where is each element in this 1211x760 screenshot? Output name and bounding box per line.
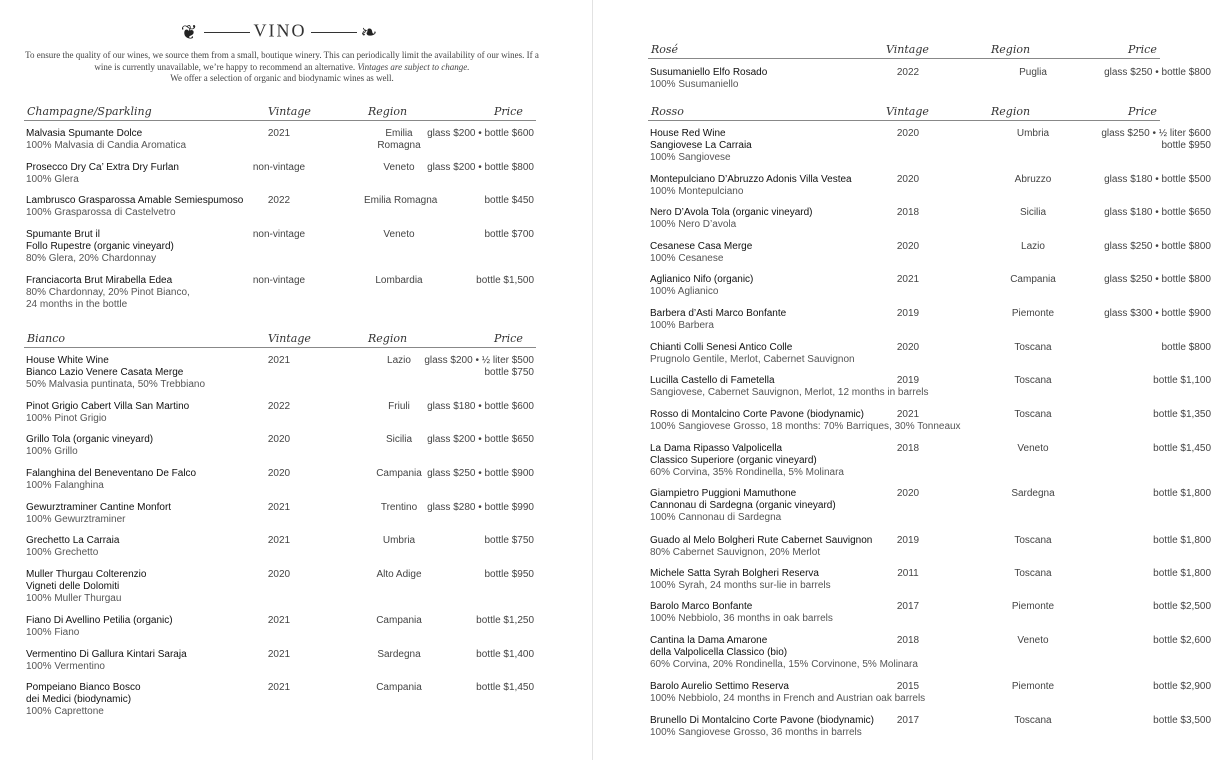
wine-region-line: Sicilia <box>385 434 413 445</box>
wine-region-line: Lazio <box>1021 241 1045 252</box>
wine-region-line: Veneto <box>383 162 415 173</box>
section-header <box>648 44 1160 59</box>
section-champagne-sparkling <box>24 105 536 310</box>
wine-price-line: bottle $3,500 <box>1153 715 1211 726</box>
wine-price-line: glass $250 • bottle $800 <box>1104 274 1211 285</box>
wine-vintage: 2015 <box>896 681 920 692</box>
wine-vintage: non-vintage <box>252 275 306 286</box>
wine-name: Bianco Lazio Venere Casata Merge <box>26 367 184 378</box>
wine-vintage: 2021 <box>267 649 291 660</box>
section-rose <box>648 43 1211 90</box>
wine-price-line: glass $250 • bottle $800 <box>1104 241 1211 252</box>
wine-price <box>394 535 534 547</box>
wine-grapes: 100% Syrah, 24 months sur-lie in barrels <box>650 580 831 591</box>
wine-region <box>998 67 1068 79</box>
wine-vintage: 2022 <box>896 67 920 78</box>
wine-grapes: 100% Gewurztraminer <box>26 514 126 525</box>
wine-region-line: Romagna <box>377 140 421 151</box>
wine-vintage: 2020 <box>267 434 291 445</box>
wine-region-line: Veneto <box>1017 443 1049 454</box>
wine-region-line: Campania <box>376 615 422 626</box>
wine-name: Lambrusco Grasparossa Amable Semiespumoso <box>26 195 244 206</box>
wine-region <box>998 488 1068 500</box>
wine-name: Grillo Tola (organic vineyard) <box>26 434 154 445</box>
wine-name: Malvasia Spumante Dolce <box>26 128 143 139</box>
wine-region <box>998 715 1068 727</box>
wine-grapes: 100% Fiano <box>26 627 80 638</box>
wine-grapes: Sangiovese, Cabernet Sauvignon, Merlot, 12 months in barrels <box>650 387 929 398</box>
wine-grapes: 100% Sangiovese <box>650 152 731 163</box>
wine-name: Classico Superiore (organic vineyard) <box>650 455 817 466</box>
section-title: Rosso <box>651 105 684 118</box>
wine-vintage: 2021 <box>896 274 920 285</box>
wine-name: Pompeiano Bianco Bosco <box>26 682 141 693</box>
wine-region-line: Sardegna <box>377 649 421 660</box>
flourish-left-icon: ❦ <box>180 22 200 44</box>
wine-grapes: 100% Grasparossa di Castelvetro <box>26 207 176 218</box>
wine-name: Chianti Colli Senesi Antico Colle <box>650 342 793 353</box>
section-bianco <box>24 332 536 717</box>
wine-price-line: glass $200 • ½ liter $500 <box>424 355 534 366</box>
wine-vintage: non-vintage <box>252 162 306 173</box>
wine-price-line: glass $200 • bottle $650 <box>427 434 534 445</box>
wine-grapes: 100% Nero D’avola <box>650 219 737 230</box>
wine-region-line: Trentino <box>380 502 418 513</box>
wine-price-line: bottle $450 <box>484 195 534 206</box>
wine-region-line: Toscana <box>1014 342 1052 353</box>
wine-name: House Red Wine <box>650 128 726 139</box>
wine-grapes: 100% Susumaniello <box>650 79 739 90</box>
wine-name: Sangiovese La Carraia <box>650 140 752 151</box>
wine-price <box>1073 443 1211 455</box>
wine-name: Michele Satta Syrah Bolgheri Reserva <box>650 568 819 579</box>
wine-region-line: Umbria <box>382 535 416 546</box>
wine-grapes: 80% Chardonnay, 20% Pinot Bianco, <box>26 287 190 298</box>
column-header-region: Region <box>991 105 1031 118</box>
wine-price-line: bottle $1,800 <box>1153 488 1211 499</box>
wine-name: Cantina la Dama Amarone <box>650 635 768 646</box>
wine-region-line: Toscana <box>1014 409 1052 420</box>
wine-grapes: 100% Falanghina <box>26 480 104 491</box>
wine-name: Barolo Aurelio Settimo Reserva <box>650 681 789 692</box>
wine-vintage: 2022 <box>267 195 291 206</box>
wine-region-line: Umbria <box>1016 128 1050 139</box>
section-header <box>648 106 1160 121</box>
wine-price-line: glass $250 • bottle $800 <box>1104 67 1211 78</box>
wine-price <box>394 275 534 287</box>
wine-name: Follo Rupestre (organic vineyard) <box>26 241 174 252</box>
wine-name: Falanghina del Beneventano De Falco <box>26 468 197 479</box>
wine-price <box>1073 635 1211 647</box>
wine-region <box>998 128 1068 140</box>
wine-region <box>998 601 1068 613</box>
column-header-vintage: Vintage <box>268 105 311 118</box>
section-header <box>24 333 536 348</box>
wine-vintage: 2017 <box>896 601 920 612</box>
wine-grapes: 60% Corvina, 20% Rondinella, 15% Corvinone, 5% Molinara <box>650 659 918 670</box>
wine-vintage: non-vintage <box>252 229 306 240</box>
wine-price-line: glass $300 • bottle $900 <box>1104 308 1211 319</box>
wine-price <box>394 615 534 627</box>
page-divider <box>592 0 593 760</box>
wine-vintage: 2019 <box>896 375 920 386</box>
wine-price <box>394 229 534 241</box>
intro-text <box>22 50 542 85</box>
wine-region <box>998 207 1068 219</box>
wine-grapes: 100% Sangiovese Grosso, 36 months in barrels <box>650 727 862 738</box>
wine-price <box>1073 375 1211 387</box>
wine-grapes: 80% Glera, 20% Chardonnay <box>26 253 157 264</box>
wine-grapes: 50% Malvasia puntinata, 50% Trebbiano <box>26 379 206 390</box>
wine-name: Guado al Melo Bolgheri Rute Cabernet Sauvignon <box>650 535 873 546</box>
wine-name: Giampietro Puggioni Mamuthone <box>650 488 797 499</box>
wine-vintage: 2020 <box>267 468 291 479</box>
wine-price-line: bottle $1,350 <box>1153 409 1211 420</box>
wine-vintage: 2018 <box>896 443 920 454</box>
wine-vintage: 2011 <box>897 568 919 579</box>
wine-region <box>998 174 1068 186</box>
wine-price-line: bottle $750 <box>484 535 534 546</box>
wine-price-line: bottle $1,400 <box>476 649 534 660</box>
wine-grapes: 100% Sangiovese Grosso, 18 months: 70% Barriques, 30% Tonneaux <box>650 421 961 432</box>
wine-name: della Valpolicella Classico (bio) <box>650 647 788 658</box>
wine-price-line: bottle $700 <box>484 229 534 240</box>
wine-region-line: Sardegna <box>1011 488 1055 499</box>
column-header-price: Price <box>1128 105 1157 118</box>
wine-price-line: bottle $2,900 <box>1153 681 1211 692</box>
menu-title <box>0 20 560 45</box>
wine-vintage: 2021 <box>267 682 291 693</box>
wine-price-line: bottle $1,250 <box>476 615 534 626</box>
wine-price <box>1073 715 1211 727</box>
wine-name: Barbera d’Asti Marco Bonfante <box>650 308 787 319</box>
wine-grapes: 100% Aglianico <box>650 286 719 297</box>
wine-name: Rosso di Montalcino Corte Pavone (biodynamic) <box>650 409 864 420</box>
wine-price <box>394 195 534 207</box>
wine-price <box>1073 207 1211 219</box>
wine-price <box>394 468 534 480</box>
wine-price <box>1073 409 1211 421</box>
wine-price <box>1073 568 1211 580</box>
wine-region-line: Emilia Romagna <box>364 195 438 206</box>
wine-region-line: Piemonte <box>1011 601 1055 612</box>
wine-region-line: Sicilia <box>1019 207 1047 218</box>
wine-region-line: Lazio <box>387 355 411 366</box>
wine-vintage: 2018 <box>896 207 920 218</box>
wine-vintage: 2020 <box>267 569 291 580</box>
wine-price <box>394 355 534 379</box>
wine-vintage: 2020 <box>896 488 920 499</box>
wine-grapes: 100% Nebbiolo, 36 months in oak barrels <box>650 613 833 624</box>
wine-grapes: 100% Vermentino <box>26 661 105 672</box>
wine-region <box>998 568 1068 580</box>
wine-grapes: 100% Malvasia di Candia Aromatica <box>26 140 187 151</box>
wine-price-line: bottle $2,600 <box>1153 635 1211 646</box>
wine-name: Franciacorta Brut Mirabella Edea <box>26 275 173 286</box>
wine-region <box>998 375 1068 387</box>
column-header-price: Price <box>1128 43 1157 56</box>
wine-name: Barolo Marco Bonfante <box>650 601 753 612</box>
wine-region-line: Piemonte <box>1011 308 1055 319</box>
wine-name: Prosecco Dry Ca’ Extra Dry Furlan <box>26 162 179 173</box>
intro-note: Vintages are subject to change. <box>357 61 470 72</box>
wine-region-line: Piemonte <box>1011 681 1055 692</box>
wine-price-line: bottle $1,100 <box>1153 375 1211 386</box>
section-title: Rosé <box>651 43 679 56</box>
wine-grapes: 100% Glera <box>26 174 79 185</box>
wine-region <box>998 635 1068 647</box>
wine-region-line: Campania <box>376 682 422 693</box>
wine-grapes: Prugnolo Gentile, Merlot, Cabernet Sauvignon <box>650 354 855 365</box>
column-header-vintage: Vintage <box>268 332 311 345</box>
wine-vintage: 2020 <box>896 342 920 353</box>
wine-name: Grechetto La Carraia <box>26 535 120 546</box>
wine-price-line: bottle $1,800 <box>1153 535 1211 546</box>
wine-price <box>394 569 534 581</box>
wine-grapes: 100% Barbera <box>650 320 714 331</box>
wine-price-line: glass $180 • bottle $500 <box>1104 174 1211 185</box>
wine-name: Susumaniello Elfo Rosado <box>650 67 768 78</box>
wine-price <box>1073 535 1211 547</box>
wine-region <box>998 308 1068 320</box>
wine-name: Aglianico Nifo (organic) <box>650 274 754 285</box>
wine-grapes: 100% Pinot Grigio <box>26 413 107 424</box>
wine-price <box>394 502 534 514</box>
wine-region <box>998 409 1068 421</box>
wine-grapes: 80% Cabernet Sauvignon, 20% Merlot <box>650 547 821 558</box>
wine-price <box>1073 274 1211 286</box>
intro-tail: We offer a selection of organic and biodynamic wines as well. <box>170 73 394 83</box>
column-header-region: Region <box>368 105 408 118</box>
wine-region-line: Toscana <box>1014 568 1052 579</box>
wine-region <box>998 241 1068 253</box>
intro-main: To ensure the quality of our wines, we source them from a small, boutique winery. This can periodically limit the availability of our wines. If a wine is currently unavailable, we’re happy to recommend an alternative. <box>25 50 539 72</box>
wine-name: La Dama Ripasso Valpolicella <box>650 443 783 454</box>
wine-price <box>394 682 534 694</box>
wine-name: Cesanese Casa Merge <box>650 241 753 252</box>
wine-price-line: glass $200 • bottle $600 <box>427 128 534 139</box>
wine-price-line: bottle $950 <box>484 569 534 580</box>
wine-price-line: glass $280 • bottle $990 <box>427 502 534 513</box>
wine-grapes: 100% Montepulciano <box>650 186 744 197</box>
section-title: Bianco <box>27 332 66 345</box>
wine-grapes: 24 months in the bottle <box>26 299 128 310</box>
flourish-right-icon: ❧ <box>360 22 380 44</box>
left-page <box>0 0 592 760</box>
wine-vintage: 2020 <box>896 174 920 185</box>
wine-vintage: 2019 <box>896 308 920 319</box>
wine-vintage: 2021 <box>267 615 291 626</box>
wine-vintage: 2019 <box>896 535 920 546</box>
wine-region-line: Toscana <box>1014 375 1052 386</box>
wine-price-line: bottle $1,500 <box>476 275 534 286</box>
wine-name: Muller Thurgau Colterenzio <box>26 569 147 580</box>
column-header-vintage: Vintage <box>886 43 929 56</box>
title-text: VINO <box>253 20 307 41</box>
title-rule-left <box>204 32 250 33</box>
wine-price <box>394 401 534 413</box>
wine-name: Cannonau di Sardegna (organic vineyard) <box>650 500 836 511</box>
wine-region-line: Lombardia <box>375 275 423 286</box>
wine-name: dei Medici (biodynamic) <box>26 694 132 705</box>
wine-price-line: bottle $750 <box>484 367 534 378</box>
wine-region-line: Campania <box>1010 274 1056 285</box>
wine-region <box>998 535 1068 547</box>
wine-vintage: 2020 <box>896 128 920 139</box>
wine-grapes: 100% Grillo <box>26 446 78 457</box>
wine-grapes: 100% Cannonau di Sardegna <box>650 512 782 523</box>
wine-price <box>1073 601 1211 613</box>
wine-price-line: glass $180 • bottle $650 <box>1104 207 1211 218</box>
wine-vintage: 2018 <box>896 635 920 646</box>
section-header <box>24 106 536 121</box>
column-header-price: Price <box>494 105 523 118</box>
wine-price-line: glass $250 • bottle $900 <box>427 468 534 479</box>
wine-region-line: Puglia <box>1019 67 1047 78</box>
wine-grapes: 100% Grechetto <box>26 547 99 558</box>
wine-price <box>394 162 534 174</box>
column-header-region: Region <box>368 332 408 345</box>
column-header-price: Price <box>494 332 523 345</box>
wine-price <box>1073 342 1211 354</box>
wine-price <box>1073 241 1211 253</box>
title-rule-right <box>311 32 357 33</box>
wine-name: Vermentino Di Gallura Kintari Saraja <box>26 649 187 660</box>
wine-region-line: Campania <box>376 468 422 479</box>
wine-vintage: 2022 <box>267 401 291 412</box>
wine-price-line: bottle $1,450 <box>1153 443 1211 454</box>
wine-price <box>394 649 534 661</box>
wine-name: Spumante Brut il <box>26 229 100 240</box>
wine-price <box>1073 67 1211 79</box>
wine-name: Montepulciano D’Abruzzo Adonis Villa Vestea <box>650 174 852 185</box>
wine-name: Vigneti delle Dolomiti <box>26 581 120 592</box>
wine-region-line: Toscana <box>1014 715 1052 726</box>
wine-price <box>1073 308 1211 320</box>
wine-grapes: 100% Caprettone <box>26 706 104 717</box>
wine-price-line: glass $200 • bottle $800 <box>427 162 534 173</box>
wine-price <box>1073 174 1211 186</box>
wine-vintage: 2021 <box>267 502 291 513</box>
wine-region-line: Veneto <box>1017 635 1049 646</box>
wine-region-line: Abruzzo <box>1014 174 1052 185</box>
wine-grapes: 100% Nebbiolo, 24 months in French and Austrian oak barrels <box>650 693 926 704</box>
wine-region-line: Alto Adige <box>376 569 422 580</box>
wine-vintage: 2021 <box>896 409 920 420</box>
wine-price-line: glass $180 • bottle $600 <box>427 401 534 412</box>
wine-vintage: 2021 <box>267 355 291 366</box>
column-header-vintage: Vintage <box>886 105 929 118</box>
wine-price <box>1073 488 1211 500</box>
wine-price <box>394 128 534 140</box>
section-rosso <box>648 105 1211 738</box>
section-title: Champagne/Sparkling <box>27 105 152 118</box>
wine-name: Fiano Di Avellino Petilia (organic) <box>26 615 173 626</box>
wine-name: Lucilla Castello di Fametella <box>650 375 775 386</box>
wine-name: Nero D’Avola Tola (organic vineyard) <box>650 207 813 218</box>
wine-region <box>998 443 1068 455</box>
wine-grapes: 60% Corvina, 35% Rondinella, 5% Molinara <box>650 467 844 478</box>
wine-vintage: 2020 <box>896 241 920 252</box>
wine-price-line: bottle $2,500 <box>1153 601 1211 612</box>
wine-price <box>1073 128 1211 152</box>
wine-name: Brunello Di Montalcino Corte Pavone (biodynamic) <box>650 715 874 726</box>
wine-region <box>998 274 1068 286</box>
wine-price-line: bottle $800 <box>1161 342 1211 353</box>
wine-region-line: Friuli <box>388 401 410 412</box>
wine-name: House White Wine <box>26 355 109 366</box>
wine-region <box>998 681 1068 693</box>
wine-name: Gewurztraminer Cantine Monfort <box>26 502 172 513</box>
right-page <box>594 0 1211 760</box>
wine-name: Pinot Grigio Cabert Villa San Martino <box>26 401 190 412</box>
wine-price-line: bottle $1,450 <box>476 682 534 693</box>
column-header-region: Region <box>991 43 1031 56</box>
wine-vintage: 2021 <box>267 128 291 139</box>
wine-price-line: bottle $1,800 <box>1153 568 1211 579</box>
wine-price-line: glass $250 • ½ liter $600 <box>1101 128 1211 139</box>
wine-price <box>394 434 534 446</box>
wine-vintage: 2021 <box>267 535 291 546</box>
wine-region <box>998 342 1068 354</box>
wine-region-line: Emilia <box>385 128 413 139</box>
wine-vintage: 2017 <box>896 715 920 726</box>
wine-price <box>1073 681 1211 693</box>
wine-region-line: Veneto <box>383 229 415 240</box>
wine-region-line: Toscana <box>1014 535 1052 546</box>
wine-grapes: 100% Cesanese <box>650 253 724 264</box>
wine-grapes: 100% Muller Thurgau <box>26 593 122 604</box>
wine-price-line: bottle $950 <box>1161 140 1211 151</box>
